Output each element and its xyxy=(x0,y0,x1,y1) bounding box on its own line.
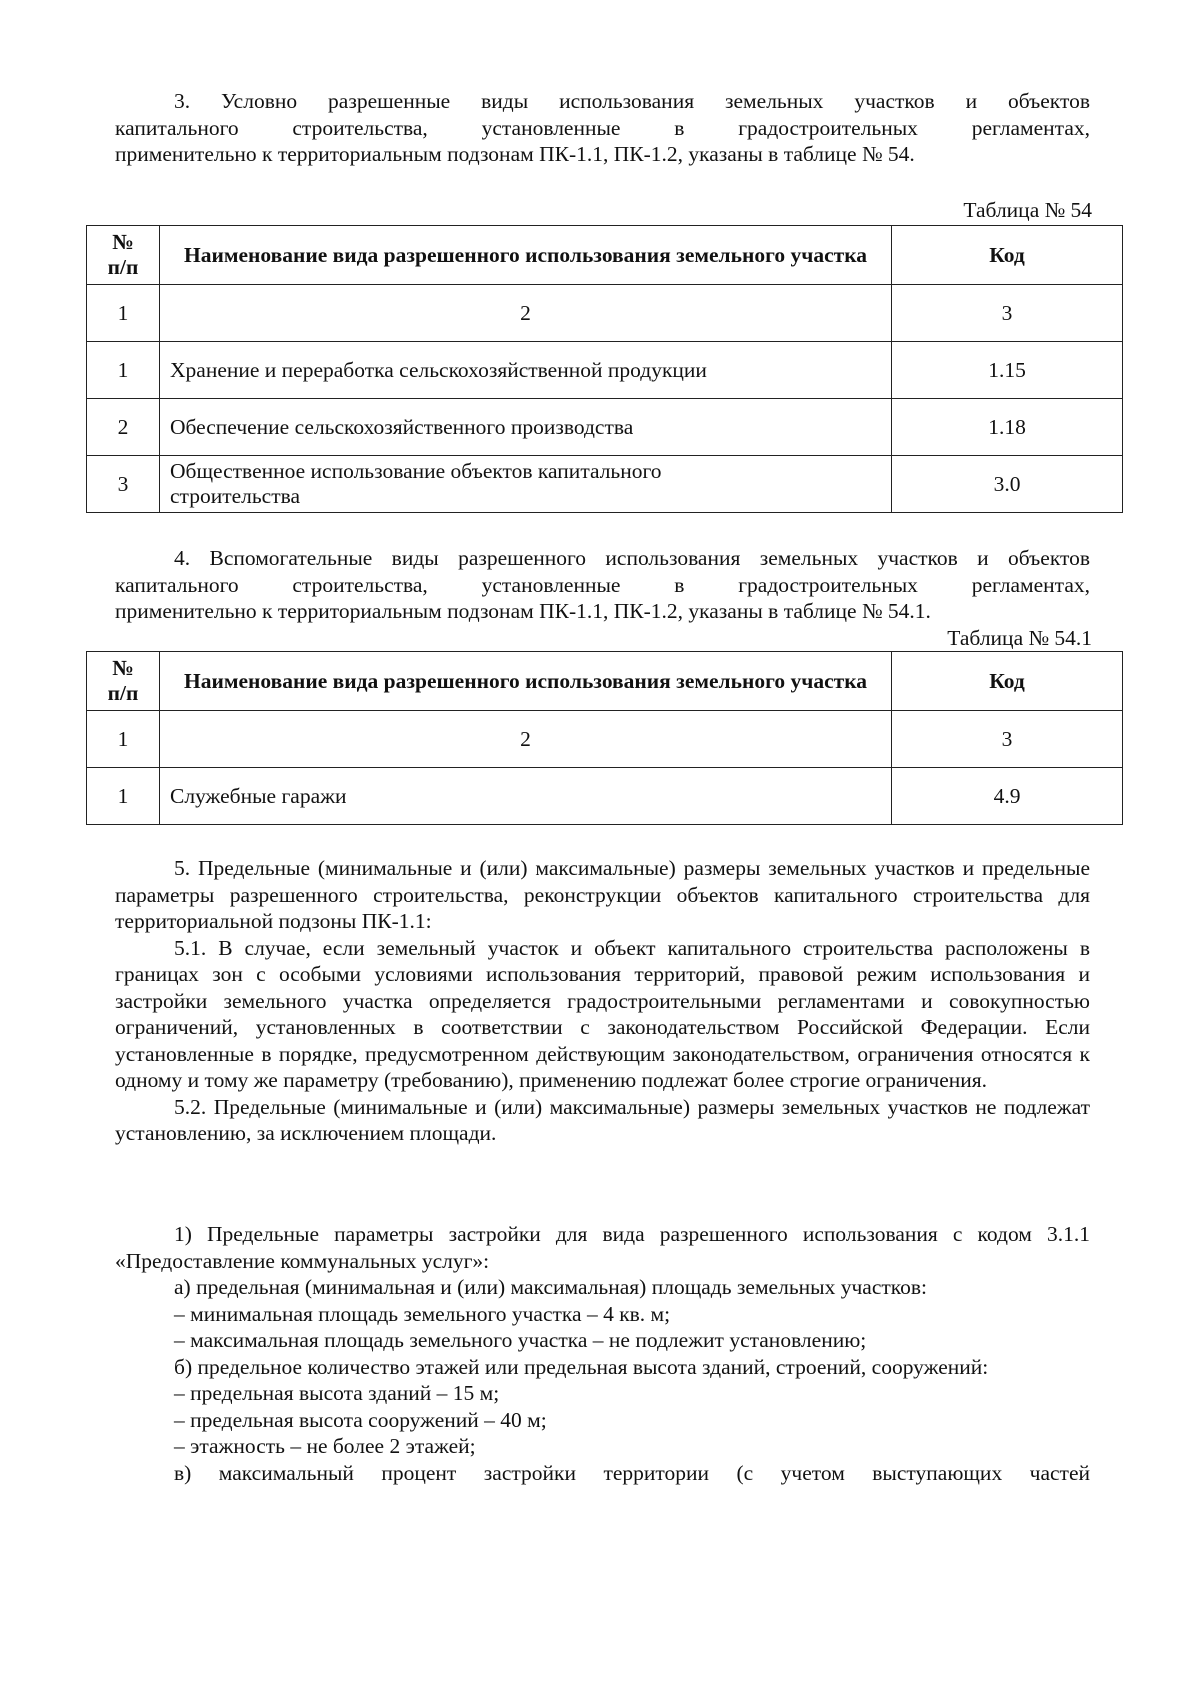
header-num-pp: п/п xyxy=(107,255,139,279)
header-code: Код xyxy=(892,226,1123,285)
row-num: 1 xyxy=(87,342,160,399)
section-3-line-2: капитального строительства, установленные в градостроительных регламентах, xyxy=(115,115,1090,140)
section-5-paragraph: 5. Предельные (минимальные и (или) максимальные) размеры земельных участков и предельные параметры разрешенного строительства, реконструкции объектов капитального строительства для территориальной подзоны ПК-1.1: xyxy=(115,856,1090,933)
header-num-pp: п/п xyxy=(107,681,139,705)
header-num xyxy=(87,652,160,711)
section-3-paragraph xyxy=(115,88,1090,168)
item-1-paragraph: 1) Предельные параметры застройки для вида разрешенного использования с кодом 3.1.1 «Предоставление коммунальных услуг»: xyxy=(115,1222,1090,1273)
section-5-2-paragraph: 5.2. Предельные (минимальные и (или) максимальные) размеры земельных участков не подлежат установлению, за исключением площади. xyxy=(115,1094,1090,1145)
section-4-line-2: капитального строительства, установленные в градостроительных регламентах, xyxy=(115,572,1090,597)
section-4-line-1: 4. Вспомогательные виды разрешенного использования земельных участков и объектов xyxy=(174,546,1090,570)
table-541-caption: Таблица № 54.1 xyxy=(947,626,1092,650)
index-cell: 2 xyxy=(160,711,892,768)
table-row xyxy=(87,456,1123,513)
item-b-1: – предельная высота зданий – 15 м; xyxy=(174,1381,500,1405)
section-4-paragraph xyxy=(115,545,1090,625)
header-name: Наименование вида разрешенного использования земельного участка xyxy=(160,226,892,285)
table-54-1 xyxy=(86,651,1123,825)
row-name: Обеспечение сельскохозяйственного производства xyxy=(160,399,892,456)
section-5-2-1-block xyxy=(115,1221,1090,1486)
index-cell: 3 xyxy=(892,711,1123,768)
table-row xyxy=(87,768,1123,825)
row-code: 1.15 xyxy=(892,342,1123,399)
item-b-3: – этажность – не более 2 этажей; xyxy=(174,1434,476,1458)
row-code: 3.0 xyxy=(892,456,1123,513)
header-num xyxy=(87,226,160,285)
item-b-2: – предельная высота сооружений – 40 м; xyxy=(174,1407,547,1432)
row-code: 1.18 xyxy=(892,399,1123,456)
table-54-caption: Таблица № 54 xyxy=(963,198,1092,222)
row-num: 2 xyxy=(87,399,160,456)
table-header-row xyxy=(87,652,1123,711)
index-cell: 2 xyxy=(160,285,892,342)
index-cell: 3 xyxy=(892,285,1123,342)
row-code: 4.9 xyxy=(892,768,1123,825)
table-index-row xyxy=(87,711,1123,768)
table-54 xyxy=(86,225,1123,513)
section-3-line-3: применительно к территориальным подзонам ПК-1.1, ПК-1.2, указаны в таблице № 54. xyxy=(115,142,915,166)
item-a-1: – минимальная площадь земельного участка – 4 кв. м; xyxy=(174,1301,671,1326)
section-4-line-3: применительно к территориальным подзонам ПК-1.1, ПК-1.2, указаны в таблице № 54.1. xyxy=(115,599,931,623)
table-header-row xyxy=(87,226,1123,285)
index-cell: 1 xyxy=(87,711,160,768)
item-c-paragraph: в) максимальный процент застройки территории (с учетом выступающих частей xyxy=(174,1460,1090,1485)
table-index-row xyxy=(87,285,1123,342)
section-5-block xyxy=(115,855,1090,1147)
table-row xyxy=(87,342,1123,399)
item-b-paragraph: б) предельное количество этажей или предельная высота зданий, строений, сооружений: xyxy=(174,1354,989,1379)
header-name: Наименование вида разрешенного использования земельного участка xyxy=(160,652,892,711)
item-a-paragraph: а) предельная (минимальная и (или) максимальная) площадь земельных участков: xyxy=(174,1275,927,1299)
header-num-sign: № xyxy=(112,230,134,254)
index-cell: 1 xyxy=(87,285,160,342)
row-name: Служебные гаражи xyxy=(160,768,892,825)
header-code: Код xyxy=(892,652,1123,711)
header-num-sign: № xyxy=(112,656,134,680)
row-num: 3 xyxy=(87,456,160,513)
table-row xyxy=(87,399,1123,456)
item-a-2: – максимальная площадь земельного участка – не подлежит установлению; xyxy=(174,1328,867,1352)
row-num: 1 xyxy=(87,768,160,825)
row-name: Хранение и переработка сельскохозяйственной продукции xyxy=(160,342,892,399)
section-3-line-1: 3. Условно разрешенные виды использования земельных участков и объектов xyxy=(174,89,1090,113)
row-name: Общественное использование объектов капитального строительства xyxy=(160,456,892,513)
section-5-1-paragraph: 5.1. В случае, если земельный участок и объект капитального строительства расположены в границах зон с особыми условиями использования территорий, правовой режим использования и застройки земельного участка определяется градостроительными регламентами и совокупностью ограничений, установленных в соответствии с законодательством Российской Федерации. Если установленные в порядке, предусмотренном действующим законодательством, ограничения относятся к одному и тому же параметру (требованию), применению подлежат более строгие ограничения. xyxy=(115,935,1090,1092)
